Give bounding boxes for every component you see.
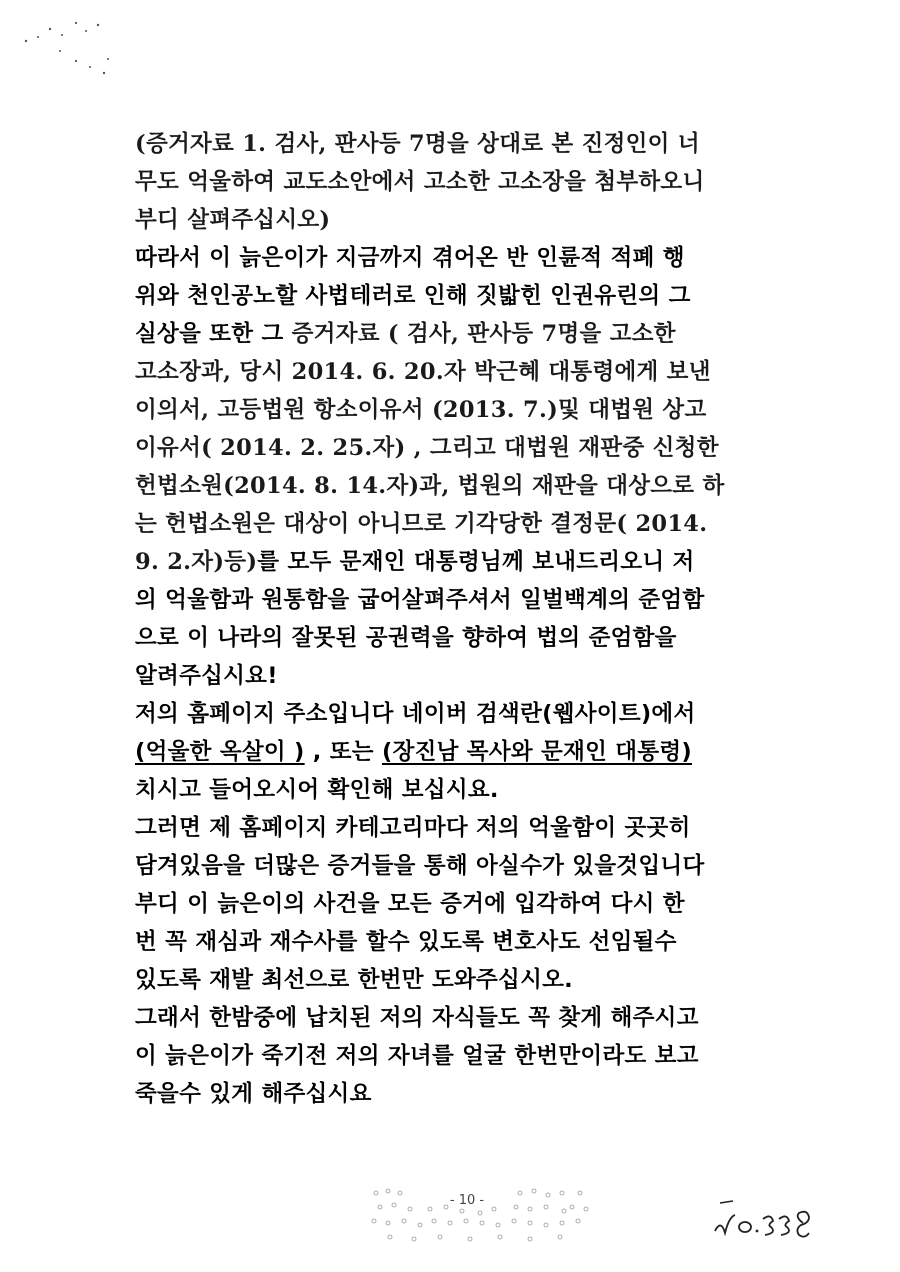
text-line: 부디 이 늙은이의 사건을 모든 증거에 입각하여 다시 한 — [135, 891, 685, 917]
text-line: 으로 이 나라의 잘못된 공권력을 향하여 법의 준엄함을 — [135, 625, 677, 651]
text-line: 알려주십시요! — [135, 663, 278, 689]
text-segment-bold: 실상을 또한 그 — [135, 321, 292, 347]
text-line: 따라서 이 늙은이가 지금까지 겪어온 반 인륜적 적폐 행 — [135, 245, 685, 271]
text-line: 의 억울함과 원통함을 굽어살펴주셔서 일벌백계의 준엄함 — [135, 587, 705, 613]
text-line: 그래서 한밤중에 납치된 저의 자식들도 꼭 찾게 해주시고 — [135, 1005, 699, 1031]
text-segment-serif: 9. 2.자)등) — [135, 549, 258, 575]
text-line: 이유서( 2014. 2. 25.자) , 그리고 대법원 재판중 신청한 — [135, 435, 719, 461]
text-line: 는 헌법소원은 대상이 아니므로 기각당한 결정문( 2014. — [135, 511, 708, 537]
search-terms-line — [135, 733, 785, 771]
text-line: 저의 홈페이지 주소입니다 네이버 검색란(웹사이트)에서 — [135, 701, 696, 727]
text-segment-bold: 를 모두 문재인 대통령님께 보내드리오니 저 — [257, 549, 695, 575]
text-line: 위와 천인공노할 사법테러로 인해 짓밟힌 인권유린의 그 — [135, 283, 691, 309]
text-line: 있도록 재발 최선으로 한번만 도와주십시오. — [135, 967, 574, 993]
page-number: - 10 - — [449, 1193, 485, 1208]
text-line: 그러면 제 홈페이지 카테고리마다 저의 억울함이 곳곳히 — [135, 815, 691, 841]
handwritten-page-stamp — [705, 1195, 825, 1245]
text-line: (증거자료 1. 검사, 판사등 7명을 상대로 본 진정인이 너 — [135, 131, 700, 157]
evidence-note-block — [135, 125, 785, 239]
text-line: 치시고 들어오시어 확인해 보십시요. — [135, 777, 499, 803]
text-line: 무도 억울하여 교도소안에서 고소한 고소장을 첨부하오니 — [135, 169, 705, 195]
body-text-block — [135, 239, 785, 1113]
text-line: 고소장과, 당시 2014. 6. 20.자 박근혜 대통령에게 보낸 — [135, 359, 711, 385]
text-line: 헌법소원(2014. 8. 14.자)과, 법원의 재판을 대상으로 하 — [135, 473, 725, 499]
text-line: 이 늙은이가 죽기전 저의 자녀를 얼굴 한번만이라도 보고 — [135, 1043, 699, 1069]
text-line: 이의서, 고등법원 항소이유서 (2013. 7.)및 대법원 상고 — [135, 397, 707, 423]
text-line: 죽을수 있게 해주십시요 — [135, 1081, 372, 1107]
text-line: 번 꼭 재심과 재수사를 할수 있도록 변호사도 선임될수 — [135, 929, 677, 955]
text-line: 부디 살펴주십시오) — [135, 207, 331, 233]
search-term-underlined: (장진남 목사와 문재인 대통령) — [381, 739, 692, 765]
search-term-separator: , 또는 — [304, 739, 382, 765]
text-line: 담겨있음을 더많은 증거들을 통해 아실수가 있을것입니다 — [135, 853, 705, 879]
scan-speck-marks — [20, 15, 130, 85]
text-segment-serif: 증거자료 ( 검사, 판사등 7명을 고소한 — [291, 321, 676, 347]
text-line-mixed — [135, 543, 785, 581]
search-term-underlined: (억울한 옥살이 ) — [135, 739, 305, 765]
text-line-mixed — [135, 315, 785, 353]
